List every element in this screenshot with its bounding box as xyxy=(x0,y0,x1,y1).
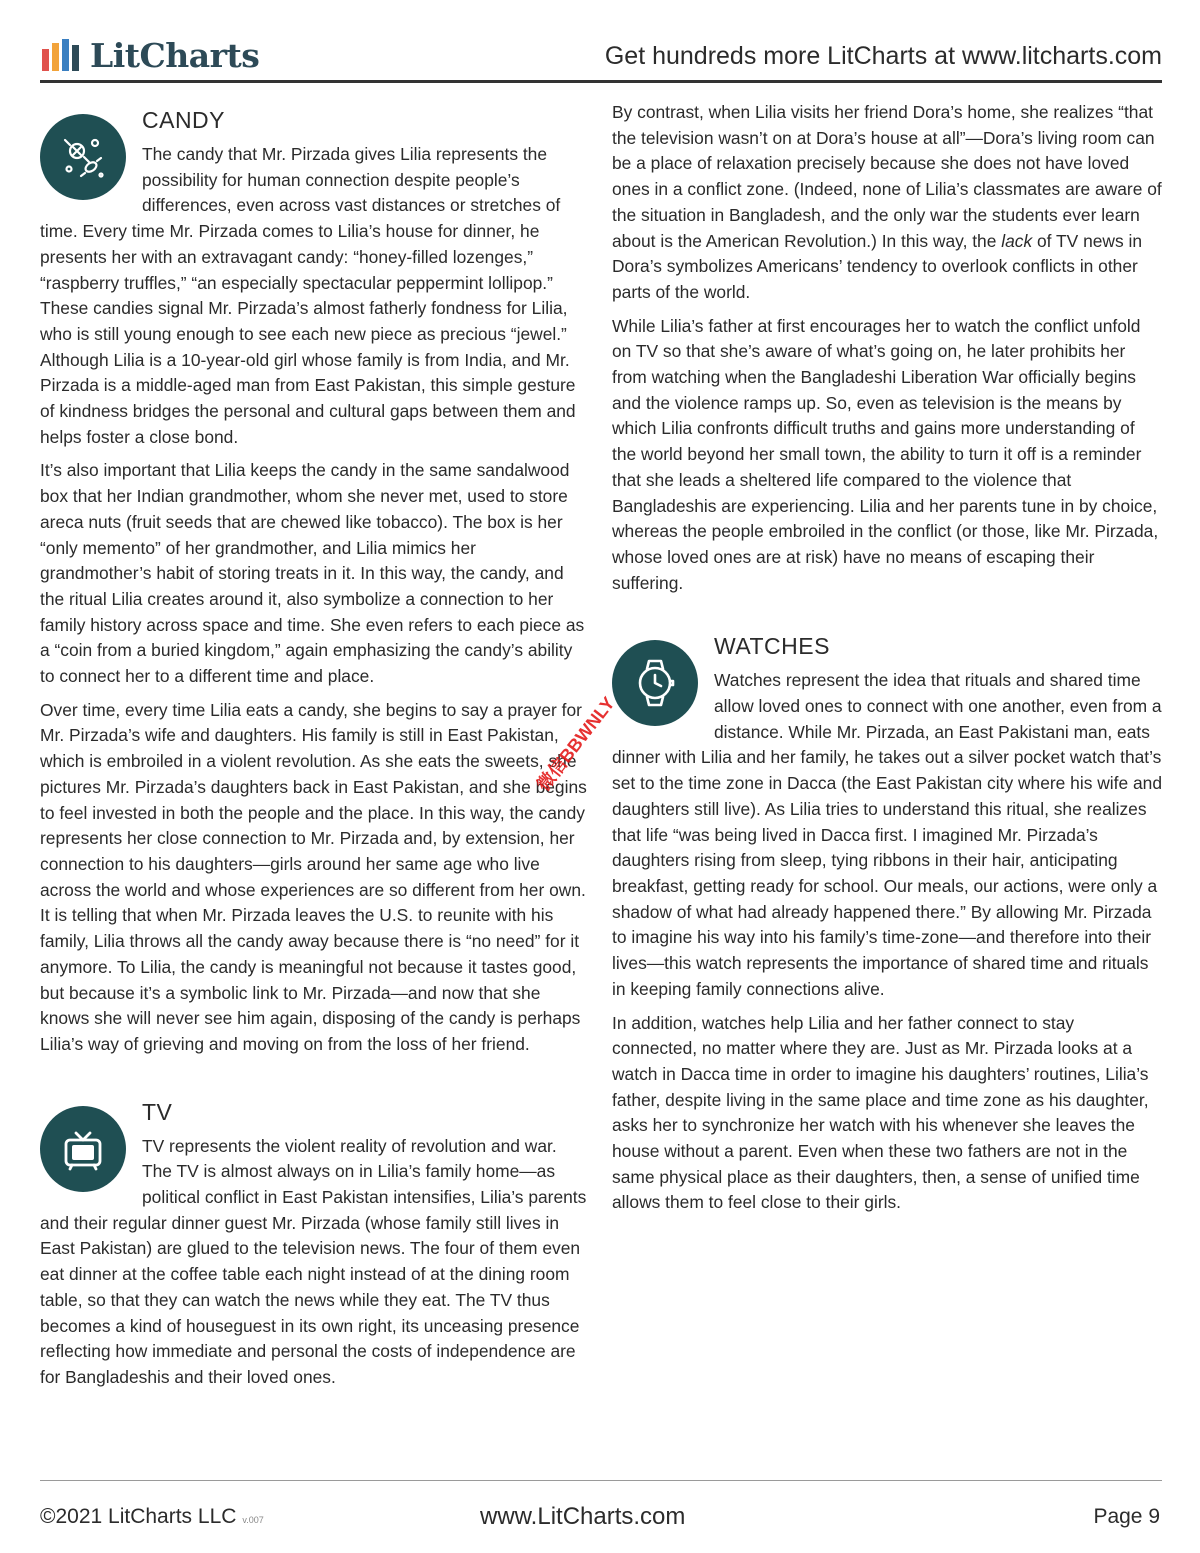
tv-paragraph-2-emphasis: lack xyxy=(1001,230,1033,251)
tv-title: TV xyxy=(142,1098,173,1125)
right-column xyxy=(612,100,1162,1224)
page-number: Page 9 xyxy=(1093,1505,1160,1528)
candy-title: CANDY xyxy=(142,107,226,133)
watches-paragraph-1: Watches represent the idea that rituals and shared time allow loved ones to connect with one another, even from a distance. While Mr. Pirzada, an East Pakistani man, eats dinner with Lilia and her family, he takes out a silver pocket watch that’s set to the time zone in Dacca (the East Pakistan city where his wife and daughters still live). As Lilia tries to understand this ritual, she realizes that life “was being lived in Dacca first. I imagined Mr. Pirzada’s daughters rising from sleep, tying ribbons in their hair, anticipating breakfast, getting ready for school. Our meals, our actions, were only a shadow of what had already happened there.” By allowing Mr. Pirzada to imagine his way into his family’s time-zone—and therefore into their lives—this watch represents the importance of shared time and rituals in keeping family connections alive. xyxy=(612,670,1163,999)
logo-bars-icon xyxy=(40,39,84,73)
version-label: v.007 xyxy=(242,1515,264,1525)
tv-paragraph-3: While Lilia’s father at first encourages her to watch the conflict unfold on TV so that she’s aware of what’s going on, he later prohibits her from watching when the Bangladeshi Liberation War officially begins and the violence ramps up. So, even as television is the means by which Lilia confronts difficult truths and gains more understanding of the world beyond her small town, the ability to turn it off is a reminder that she leads a sheltered life compared to the violence that Bangladeshis are experiencing. Lilia and her parents tune in by choice, whereas the people embroiled in the conflict (or those, like Mr. Pirzada, whose loved ones are at risk) have no means of escaping their suffering. xyxy=(612,315,1159,593)
candy-paragraph-3: Over time, every time Lilia eats a candy, she begins to say a prayer for Mr. Pirzada’s wife and daughters. His family is still in East Pakistan, which is embroiled in a violent revolution. As she eats the sweets, she pictures Mr. Pirzada’s daughters back in East Pakistan, and she begins to feel invested in both the people and the place. In this way, the candy represents her close connection to Mr. Pirzada and, by extension, her connection to his daughters—girls around her same age who live across the world and whose experiences are so different from her own. It is telling that when Mr. Pirzada leaves the U.S. to reunite with his family, Lilia throws all the candy away because there is “no need” for it anymore. To Lilia, the candy is meaningful not because it tastes good, but because it’s a symbolic link to Mr. Pirzada—and now that she knows she will never see him again, disposing of the candy is perhaps Lilia’s way of grieving and moving on from the loss of her friend. xyxy=(40,699,587,1054)
watches-section xyxy=(612,632,1162,1216)
candy-section xyxy=(40,106,590,1058)
watches-title: WATCHES xyxy=(714,633,830,660)
header-divider xyxy=(40,80,1162,83)
watches-paragraph-2: In addition, watches help Lilia and her father connect to stay connected, no matter where they are. Just as Mr. Pirzada looks at a watch in Dacca time in order to imagine his daughters’ routines, Lilia’s father, despite living in the same place and time zone as his daughter, asks her to synchronize her watch with his whenever she leaves the house without a parent. Even when these two fathers are not in the same physical place as their daughters, then, a sense of unified time allows them to feel close to their girls. xyxy=(612,1012,1149,1213)
candy-paragraph-2: It’s also important that Lilia keeps the candy in the same sandalwood box that her Indian grandmother, whom she never met, used to store areca nuts (fruit seeds that are chewed like tobacco). The box is her “only memento” of her grandmother, and Lilia mimics her grandmother’s habit of storing treats in it. In this way, the candy, and the ritual Lilia creates around it, also symbolize a connection to her family history across space and time. She even refers to each piece as a “coin from a buried kingdom,” again emphasizing the candy’s ability to connect her to a different time and place. xyxy=(40,460,585,687)
tv-paragraph-2-before: By contrast, when Lilia visits her friend Dora’s home, she realizes “that the television wasn’t on at Dora’s house at all”—Dora’s living room can be a place of relaxation precisely because she does not have loved ones in a conflict zone. (Indeed, none of Lilia’s classmates are aware of the situation in Bangladesh, and the only war the students ever learn about is the American Revolution.) In this way, the xyxy=(612,102,1162,251)
tv-section xyxy=(40,1098,590,1391)
copyright-text: ©2021 LitCharts LLC xyxy=(40,1505,237,1528)
logo-text: LitCharts xyxy=(90,36,260,75)
left-column xyxy=(40,100,590,1399)
candy-paragraph-1: The candy that Mr. Pirzada gives Lilia represents the possibility for human connection despite people’s differences, even across vast distances or stretches of time. Every time Mr. Pirzada comes to Lilia’s house for dinner, he presents her with an extravagant candy: “honey-filled lozenges,” “raspberry truffles,” “an especially spectacular peppermint lollipop.” These candies signal Mr. Pirzada’s almost fatherly fondness for Lilia, who is still young enough to see each new piece as precious “jewel.” Although Lilia is a 10-year-old girl whose family is from India, and Mr. Pirzada is a middle-aged man from East Pakistan, this simple gesture of kindness bridges the personal and cultural gaps between them and helps foster a close bond. xyxy=(40,144,576,447)
footer-copyright xyxy=(40,1505,264,1529)
candy-icon xyxy=(40,114,126,200)
tv-paragraph-1: TV represents the violent reality of revolution and war. The TV is almost always on in Lilia’s family home—as political conflict in East Pakistan intensifies, Lilia’s parents and their regular dinner guest Mr. Pirzada (whose family still lives in East Pakistan) are glued to the television news. The four of them even eat dinner at the coffee table each night instead of at the dining room table, so that they can watch the news while they eat. The TV thus becomes a kind of houseguest in its own right, its unceasing presence reflecting how immediate and personal the costs of independence are for Bangladeshis and their loved ones. xyxy=(40,1135,587,1387)
tv-icon xyxy=(40,1106,126,1192)
page-header xyxy=(40,34,1162,80)
litcharts-logo[interactable] xyxy=(40,36,259,75)
tv-paragraph-2-after: of TV news in Dora’s symbolizes Americans’ tendency to overlook conflicts in other parts of the world. xyxy=(612,230,1143,302)
watch-icon xyxy=(612,640,698,726)
footer-url-link[interactable]: www.LitCharts.com xyxy=(480,1503,686,1530)
watermark-text: 微信BBWNLY xyxy=(533,693,619,795)
footer-divider xyxy=(40,1480,1162,1481)
tv-paragraph-2 xyxy=(612,100,1162,306)
header-tagline[interactable]: Get hundreds more LitCharts at www.litcharts.com xyxy=(604,42,1162,70)
